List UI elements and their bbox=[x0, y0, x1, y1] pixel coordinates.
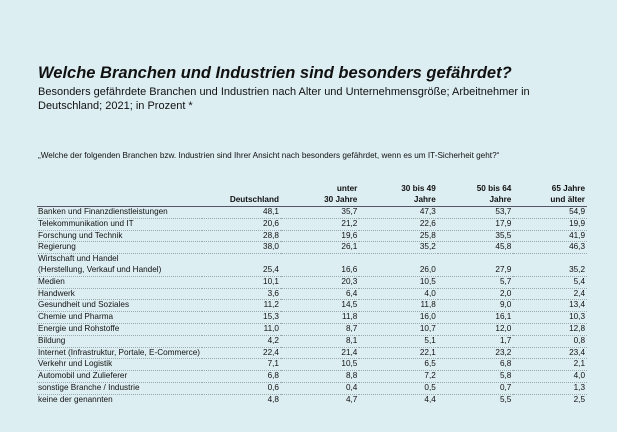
cell-value: 11,8 bbox=[359, 300, 437, 312]
cell-value: 47,3 bbox=[359, 207, 437, 219]
cell-value: 6,8 bbox=[202, 371, 281, 383]
cell-value: 1,7 bbox=[438, 335, 514, 347]
row-label bbox=[37, 276, 202, 288]
cell-value: 35,5 bbox=[438, 230, 514, 242]
cell-value: 11,2 bbox=[202, 300, 281, 312]
cell-value: 0,8 bbox=[513, 335, 587, 347]
cell-value: 9,0 bbox=[438, 300, 514, 312]
cell-value: 16,1 bbox=[438, 312, 514, 324]
row-label bbox=[37, 359, 202, 371]
cell-value: 7,2 bbox=[359, 371, 437, 383]
cell-value: 20,6 bbox=[202, 218, 281, 230]
cell-value: 2,1 bbox=[513, 359, 587, 371]
cell-value: 15,3 bbox=[202, 312, 281, 324]
table-row bbox=[37, 371, 587, 383]
row-label bbox=[37, 288, 202, 300]
cell-value: 35,7 bbox=[281, 207, 359, 219]
row-label-line: Regierung bbox=[38, 242, 76, 252]
cell-value: 35,2 bbox=[359, 242, 437, 254]
row-label-line: Energie und Rohstoffe bbox=[38, 323, 120, 333]
column-header-line: unter bbox=[336, 184, 358, 193]
row-label-line: (Herstellung, Verkauf und Handel) bbox=[38, 264, 162, 274]
cell-value: 2,4 bbox=[513, 288, 587, 300]
column-header-line: 30 Jahre bbox=[324, 194, 358, 204]
cell-value: 5,5 bbox=[438, 394, 514, 405]
cell-value: 11,0 bbox=[202, 323, 281, 335]
table-header-row bbox=[37, 184, 587, 207]
cell-value: 4,0 bbox=[359, 288, 437, 300]
cell-value: 10,5 bbox=[281, 359, 359, 371]
column-header bbox=[513, 184, 587, 207]
row-label bbox=[37, 242, 202, 254]
cell-value: 12,8 bbox=[513, 323, 587, 335]
survey-question: „Welche der folgenden Branchen bzw. Industrien sind Ihrer Ansicht nach besonders gefährdet, wenn es um IT-Sicherheit geht?“ bbox=[38, 151, 500, 160]
row-label bbox=[37, 218, 202, 230]
column-header-line: 50 bis 64 bbox=[476, 184, 512, 193]
cell-value: 28,8 bbox=[202, 230, 281, 242]
cell-value: 16,0 bbox=[359, 312, 437, 324]
cell-value: 23,4 bbox=[513, 347, 587, 359]
row-label bbox=[37, 323, 202, 335]
column-header bbox=[438, 184, 514, 207]
table-row bbox=[37, 347, 587, 359]
cell-value: 6,8 bbox=[438, 359, 514, 371]
cell-value: 11,8 bbox=[281, 312, 359, 324]
row-label-line: Gesundheit und Soziales bbox=[38, 300, 130, 310]
cell-value: 5,7 bbox=[438, 276, 514, 288]
cell-value: 23,2 bbox=[438, 347, 514, 359]
row-label-line: Banken und Finanzdienstleistungen bbox=[38, 207, 168, 216]
table-body bbox=[37, 207, 587, 406]
row-label bbox=[37, 382, 202, 394]
cell-value: 22,1 bbox=[359, 347, 437, 359]
row-label-line: Telekommunikation und IT bbox=[38, 218, 134, 228]
cell-value: 0,4 bbox=[281, 382, 359, 394]
cell-value: 8,8 bbox=[281, 371, 359, 383]
cell-value: 7,1 bbox=[202, 359, 281, 371]
cell-value: 22,6 bbox=[359, 218, 437, 230]
row-label bbox=[37, 347, 202, 359]
cell-value: 0,6 bbox=[202, 382, 281, 394]
cell-value: 46,3 bbox=[513, 242, 587, 254]
cell-value: 26,0 bbox=[359, 254, 437, 277]
cell-value: 4,2 bbox=[202, 335, 281, 347]
cell-value: 19,9 bbox=[513, 218, 587, 230]
cell-value: 35,2 bbox=[513, 254, 587, 277]
table-row bbox=[37, 312, 587, 324]
column-header-line: Deutschland bbox=[229, 194, 279, 204]
row-label-line: Internet (Infrastruktur, Portale, E-Commerce) bbox=[38, 347, 200, 357]
column-header bbox=[202, 184, 281, 207]
data-table bbox=[37, 184, 587, 406]
cell-value: 0,7 bbox=[438, 382, 514, 394]
table-row bbox=[37, 359, 587, 371]
cell-value: 12,0 bbox=[438, 323, 514, 335]
cell-value: 25,8 bbox=[359, 230, 437, 242]
cell-value: 27,9 bbox=[438, 254, 514, 277]
table-row bbox=[37, 207, 587, 219]
row-label-line: Bildung bbox=[38, 335, 66, 345]
table-row bbox=[37, 288, 587, 300]
cell-value: 1,3 bbox=[513, 382, 587, 394]
cell-value: 19,6 bbox=[281, 230, 359, 242]
column-header-line: 65 Jahre bbox=[551, 184, 585, 193]
cell-value: 5,1 bbox=[359, 335, 437, 347]
cell-value: 10,1 bbox=[202, 276, 281, 288]
row-label-line: Forschung und Technik bbox=[38, 230, 123, 240]
cell-value: 16,6 bbox=[281, 254, 359, 277]
cell-value: 38,0 bbox=[202, 242, 281, 254]
row-label-line: Handwerk bbox=[38, 288, 75, 298]
cell-value: 6,4 bbox=[281, 288, 359, 300]
cell-value: 13,4 bbox=[513, 300, 587, 312]
table-row bbox=[37, 218, 587, 230]
cell-value: 10,5 bbox=[359, 276, 437, 288]
cell-value: 8,1 bbox=[281, 335, 359, 347]
cell-value: 5,4 bbox=[513, 276, 587, 288]
column-header bbox=[359, 184, 437, 207]
row-label bbox=[37, 335, 202, 347]
cell-value: 2,5 bbox=[513, 394, 587, 405]
row-label bbox=[37, 254, 202, 277]
cell-value: 21,4 bbox=[281, 347, 359, 359]
table-row bbox=[37, 382, 587, 394]
column-header-line: und älter bbox=[550, 194, 585, 204]
row-label bbox=[37, 312, 202, 324]
cell-value: 10,7 bbox=[359, 323, 437, 335]
chart-subtitle: Besonders gefährdete Branchen und Industrien nach Alter und Unternehmensgröße; Arbeitnehmer in Deutschland; 2021; in Prozent * bbox=[38, 86, 530, 112]
column-header-line: 30 bis 49 bbox=[401, 184, 436, 193]
row-label-line: sonstige Branche / Industrie bbox=[38, 382, 140, 392]
cell-value: 4,0 bbox=[513, 371, 587, 383]
cell-value: 6,5 bbox=[359, 359, 437, 371]
cell-value: 54,9 bbox=[513, 207, 587, 219]
cell-value: 4,7 bbox=[281, 394, 359, 405]
row-label bbox=[37, 371, 202, 383]
cell-value: 17,9 bbox=[438, 218, 514, 230]
header-label-spacer bbox=[37, 184, 202, 207]
cell-value: 20,3 bbox=[281, 276, 359, 288]
row-label-line: Medien bbox=[38, 276, 65, 286]
table-row bbox=[37, 394, 587, 405]
table-row bbox=[37, 335, 587, 347]
cell-value: 21,2 bbox=[281, 218, 359, 230]
table-row bbox=[37, 230, 587, 242]
row-label-line: keine der genannten bbox=[38, 394, 113, 404]
row-label bbox=[37, 300, 202, 312]
column-header-line: Jahre bbox=[413, 194, 436, 204]
row-label-line: Wirtschaft und Handel bbox=[38, 254, 119, 264]
cell-value: 4,4 bbox=[359, 394, 437, 405]
table-row bbox=[37, 276, 587, 288]
row-label-line: Chemie und Pharma bbox=[38, 312, 114, 322]
cell-value: 4,8 bbox=[202, 394, 281, 405]
cell-value: 8,7 bbox=[281, 323, 359, 335]
row-label bbox=[37, 230, 202, 242]
cell-value: 53,7 bbox=[438, 207, 514, 219]
column-header-line: Jahre bbox=[489, 194, 512, 204]
cell-value: 22,4 bbox=[202, 347, 281, 359]
cell-value: 2,0 bbox=[438, 288, 514, 300]
cell-value: 14,5 bbox=[281, 300, 359, 312]
cell-value: 10,3 bbox=[513, 312, 587, 324]
row-label-line: Verkehr und Logistik bbox=[38, 359, 113, 369]
cell-value: 3,6 bbox=[202, 288, 281, 300]
table-row bbox=[37, 254, 587, 277]
cell-value: 26,1 bbox=[281, 242, 359, 254]
chart-title: Welche Branchen und Industrien sind besonders gefährdet? bbox=[38, 64, 512, 82]
cell-value: 45,8 bbox=[438, 242, 514, 254]
row-label bbox=[37, 207, 202, 219]
cell-value: 41,9 bbox=[513, 230, 587, 242]
table-row bbox=[37, 323, 587, 335]
table-row bbox=[37, 242, 587, 254]
cell-value: 0,5 bbox=[359, 382, 437, 394]
row-label-line: Automobil und Zulieferer bbox=[38, 371, 128, 381]
column-header bbox=[281, 184, 359, 207]
row-label bbox=[37, 394, 202, 405]
cell-value: 5,8 bbox=[438, 371, 514, 383]
cell-value: 25,4 bbox=[202, 254, 281, 277]
table-row bbox=[37, 300, 587, 312]
cell-value: 48,1 bbox=[202, 207, 281, 219]
